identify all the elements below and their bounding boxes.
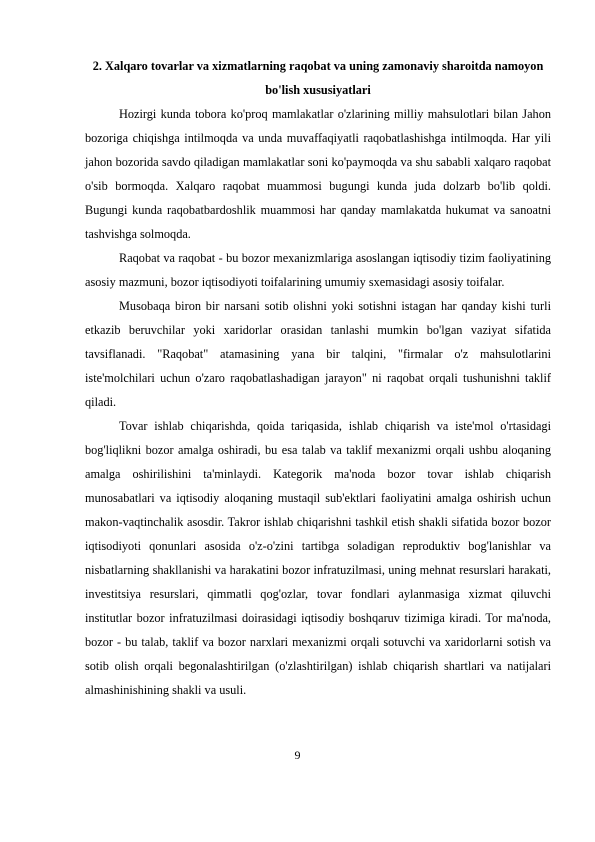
document-body	[85, 54, 551, 702]
page-number: 9	[294, 748, 301, 762]
paragraph-3: Musobaqa biron bir narsani sotib olishni yoki sotishni istagan har qanday kishi turli etkazib beruvchilar yoki xaridorlar orasidan tanlashi mumkin bo'lgan vaziyat sifatida tavsiflanadi. "Raqobat" atamasining yana bir talqini, "firmalar o'z mahsulotlarini iste'molchilari uchun o'zaro raqobatlashadigan jarayon" ni raqobat orqali tushunishni taklif qiladi.	[85, 299, 551, 409]
paragraph-1: Hozirgi kunda tobora ko'proq mamlakatlar o'zlarining milliy mahsulotlari bilan Jahon bozoriga chiqishga intilmoqda va unda muvaffaqiyatli raqobatlashishga intilmoqda. Har yili jahon bozorida savdo qiladigan mamlakatlar soni ko'paymoqda va shu sababli xalqaro raqobat o'sib bormoqda. Xalqaro raqobat muammosi bugungi kunda juda dolzarb bo'lib qoldi. Bugungi kunda raqobatbardoshlik muammosi har qanday mamlakatda hukumat va sanoatni tashvishga solmoqda.	[85, 107, 551, 241]
section-title: 2. Xalqaro tovarlar va xizmatlarning raqobat va uning zamonaviy sharoitda namoyon bo'lish xususiyatlari	[92, 59, 544, 97]
paragraph-2: Raqobat va raqobat - bu bozor mexanizmlariga asoslangan iqtisodiy tizim faoliyatining asosiy mazmuni, bozor iqtisodiyoti toifalarining umumiy sxemasidagi asosiy toifalar.	[85, 251, 551, 289]
paragraph-4: Tovar ishlab chiqarishda, qoida tariqasida, ishlab chiqarish va iste'mol o'rtasidagi bog'liqlikni bozor amalga oshiradi, bu esa talab va taklif mexanizmi orqali ushbu aloqaning amalga oshirilishini ta'minlaydi. Kategorik ma'noda bozor tovar ishlab chiqarish munosabatlari va iqtisodiy aloqaning mustaqil sub'ektlari faoliyatini amalga oshirish uchun makon-vaqtinchalik asosdir. Takror ishlab chiqarishni tashkil etish shakli sifatida bozor bozor iqtisodiyoti qonunlari asosida o'z-o'zini tartibga soladigan reproduktiv bog'lanishlar va nisbatlarning shakllanishi va harakatini bozor infratuzilmasi, uning mehnat resurslari harakati, investitsiya resurslari, qimmatli qog'ozlar, tovar fondlari aylanmasiga xizmat qiluvchi institutlar bozor infratuzilmasi doirasidagi iqtisodiy boshqaruv tizimiga kiradi. Tor ma'noda, bozor - bu talab, taklif va bozor narxlari mexanizmi orqali sotuvchi va xaridorlarni sotish va sotib olish orqali begonalashtirilgan (o'zlashtirilgan) ishlab chiqarish shartlari va natijalari almashinishining shakli va usuli.	[85, 419, 551, 697]
